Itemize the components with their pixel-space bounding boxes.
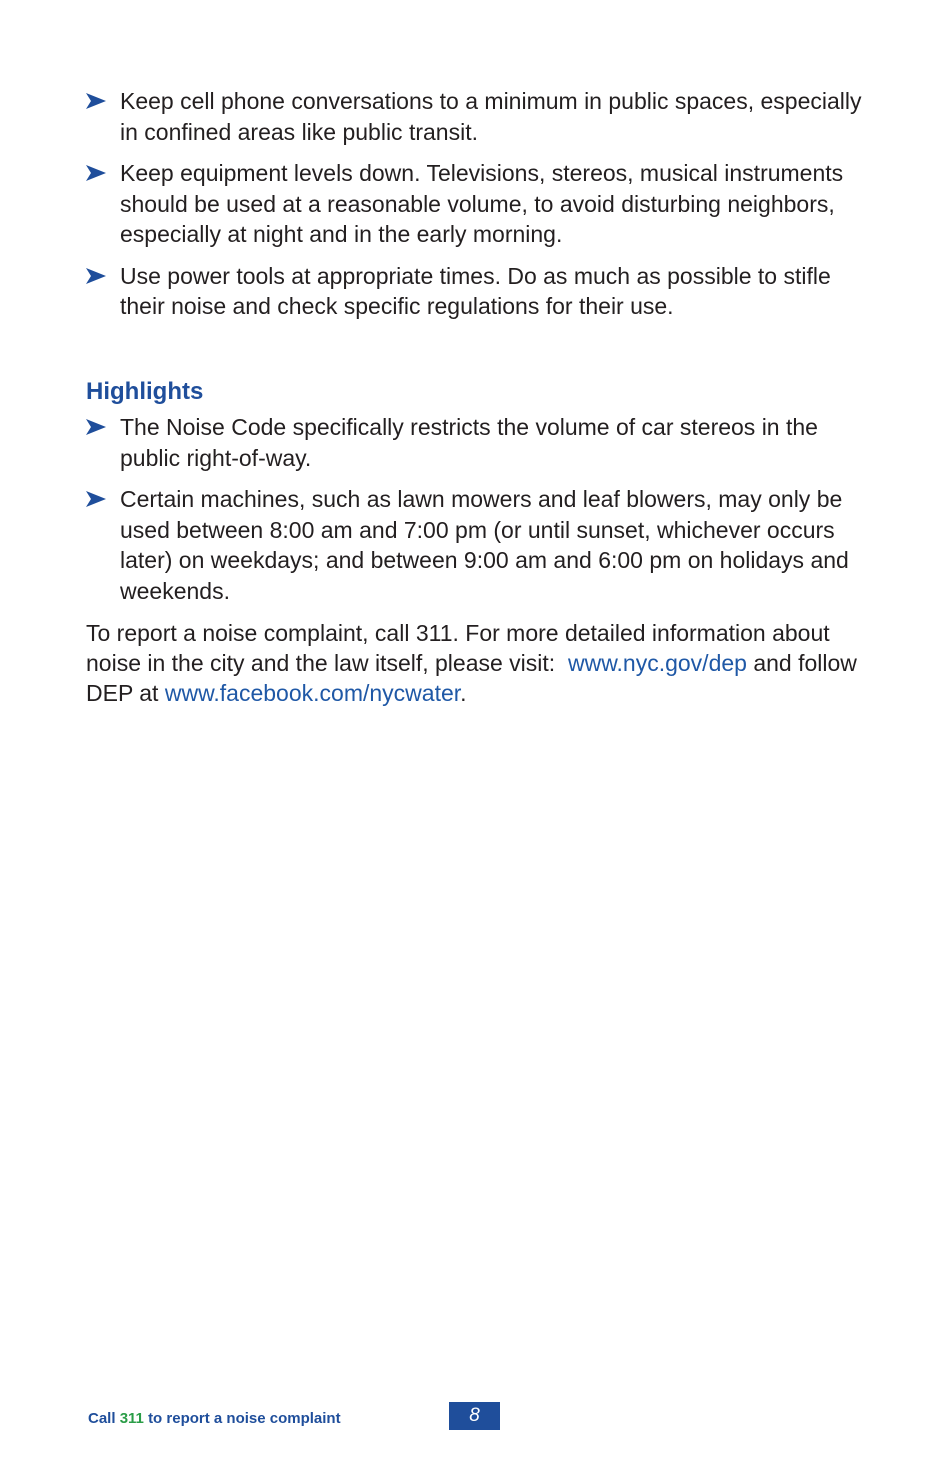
footer-rest: to report a noise complaint (148, 1410, 341, 1427)
list-item (86, 412, 866, 473)
list-item-text: Use power tools at appropriate times. Do as much as possible to stifle their noise and check specific regulations for their use. (120, 262, 831, 319)
list-item-text: Keep cell phone conversations to a minimum in public spaces, especially in confined areas like public transit. (120, 88, 862, 145)
list-item-text: Keep equipment levels down. Televisions, stereos, musical instruments should be used at a reasonable volume, to avoid disturbing neighbors, especially at night and in the early morning. (120, 160, 844, 247)
report-text: To report a noise complaint, call 311. For more detailed information about noise in the city and the law itself, please visit: (86, 620, 830, 676)
footer-number: 311 (119, 1410, 144, 1427)
list-item (86, 86, 866, 147)
report-paragraph (86, 618, 876, 708)
arrow-right-icon (86, 165, 106, 181)
list-item (86, 158, 866, 250)
list-item (86, 484, 866, 606)
arrow-right-icon (86, 419, 106, 435)
list-item-text: Certain machines, such as lawn mowers and leaf blowers, may only be used between 8:00 am and 7:00 pm (or until sunset, whichever occurs later) on weekdays; and between 9:00 am and 6:00 pm on holidays and weekends. (120, 486, 849, 604)
footer-note (88, 1409, 341, 1429)
highlights-heading: Highlights (86, 378, 204, 405)
dep-website-link[interactable]: www.nyc.gov/dep (567, 650, 747, 676)
report-text-follow: and follow DEP at (86, 650, 857, 706)
report-period: . (460, 680, 467, 706)
list-item (86, 261, 866, 322)
list-item-text: The Noise Code specifically restricts the volume of car stereos in the public right-of-way. (120, 414, 818, 471)
facebook-link[interactable]: www.facebook.com/nycwater (164, 680, 461, 706)
tips-list (86, 86, 866, 333)
page-number: 8 (449, 1402, 500, 1430)
arrow-right-icon (86, 268, 106, 284)
footer-call: Call (88, 1410, 116, 1427)
highlights-list (86, 412, 866, 617)
arrow-right-icon (86, 93, 106, 109)
arrow-right-icon (86, 491, 106, 507)
